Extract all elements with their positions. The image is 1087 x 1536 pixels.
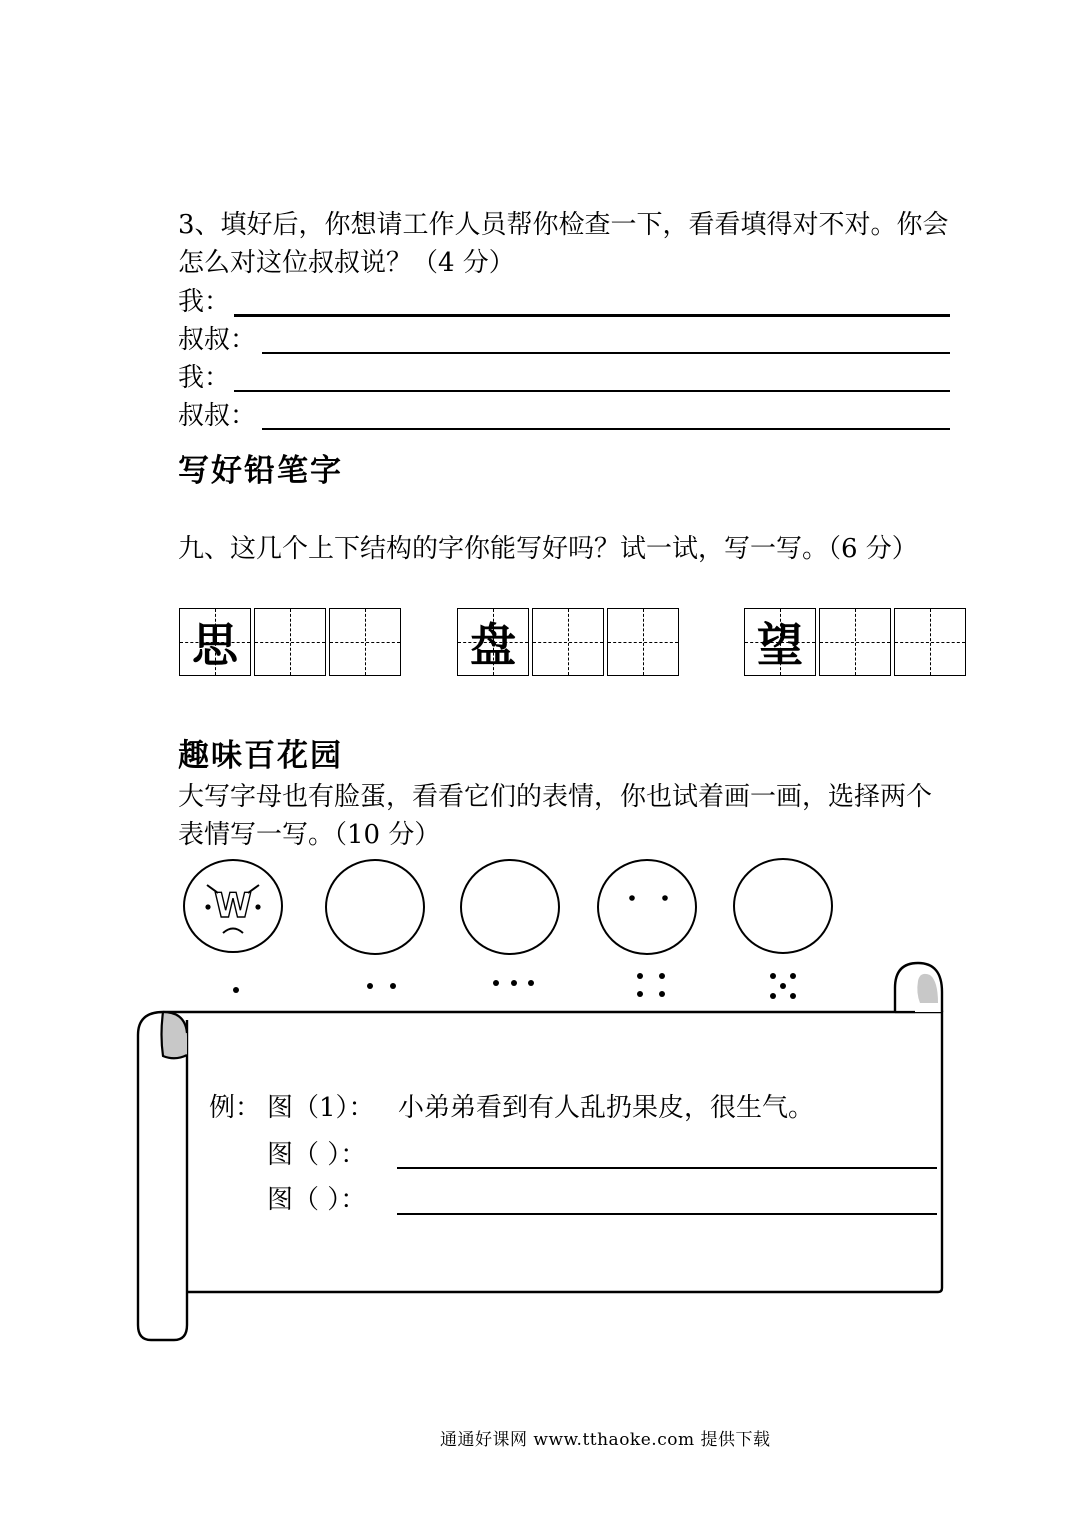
example-text: 小弟弟看到有人乱扔果皮，很生气。 — [398, 1093, 815, 1123]
writing-cell[interactable] — [894, 608, 966, 676]
writing-cell[interactable] — [329, 608, 401, 676]
grid-group-si — [179, 608, 401, 678]
face-angry — [184, 860, 282, 952]
blank-answer-line-2[interactable] — [397, 1213, 937, 1215]
scroll-banner — [130, 955, 975, 1350]
answer-line-uncle-1[interactable] — [262, 352, 950, 354]
face-letter-w: W — [214, 886, 252, 926]
answer-line-uncle-2[interactable] — [262, 428, 950, 430]
face-blank-5[interactable] — [734, 859, 832, 953]
face-blank-2[interactable] — [326, 860, 424, 954]
dialogue-label-me-1: 我： — [178, 287, 231, 317]
writing-cell[interactable] — [607, 608, 679, 676]
answer-line-me-1[interactable] — [234, 314, 950, 317]
blank-answer-line-1[interactable] — [397, 1167, 937, 1169]
dialogue-label-uncle-2: 叔叔： — [178, 401, 257, 431]
fun-instruction-line2: 表情写一写。（10 分） — [178, 820, 441, 850]
example-label: 图（1）： — [267, 1093, 375, 1123]
example-prefix: 例： — [209, 1093, 262, 1123]
footer-text: 通通好课网 www.tthaoke.com 提供下载 — [440, 1430, 771, 1450]
model-cell-wang — [744, 608, 816, 676]
model-char-pan: 盘 — [470, 618, 516, 672]
grid-group-pan — [457, 608, 679, 678]
blank-label-1: 图（ ）： — [267, 1140, 367, 1170]
model-char-si: 思 — [192, 618, 238, 672]
face-eyes[interactable] — [598, 860, 696, 954]
dialogue-label-me-2: 我： — [178, 363, 231, 393]
writing-cell[interactable] — [819, 608, 891, 676]
model-cell-si — [179, 608, 251, 676]
writing-cell[interactable] — [254, 608, 326, 676]
answer-line-me-2[interactable] — [234, 390, 950, 392]
model-cell-pan — [457, 608, 529, 676]
writing-cell[interactable] — [532, 608, 604, 676]
blank-label-2: 图（ ）： — [267, 1185, 367, 1215]
section-heading-writing: 写好铅笔字 — [178, 453, 343, 489]
model-char-wang: 望 — [757, 618, 803, 672]
question3-line1: 3、填好后，你想请工作人员帮你检查一下，看看填得对不对。你会 — [178, 210, 949, 240]
face-blank-3[interactable] — [461, 860, 559, 954]
fun-instruction-line1: 大写字母也有脸蛋，看看它们的表情，你也试着画一画，选择两个 — [178, 782, 933, 812]
question3-line2: 怎么对这位叔叔说？（4 分） — [178, 248, 515, 278]
dialogue-label-uncle-1: 叔叔： — [178, 325, 257, 355]
section-heading-fun: 趣味百花园 — [178, 738, 343, 774]
question9-text: 九、这几个上下结构的字你能写好吗？试一试，写一写。（6 分） — [178, 534, 918, 564]
grid-group-wang — [744, 608, 966, 678]
